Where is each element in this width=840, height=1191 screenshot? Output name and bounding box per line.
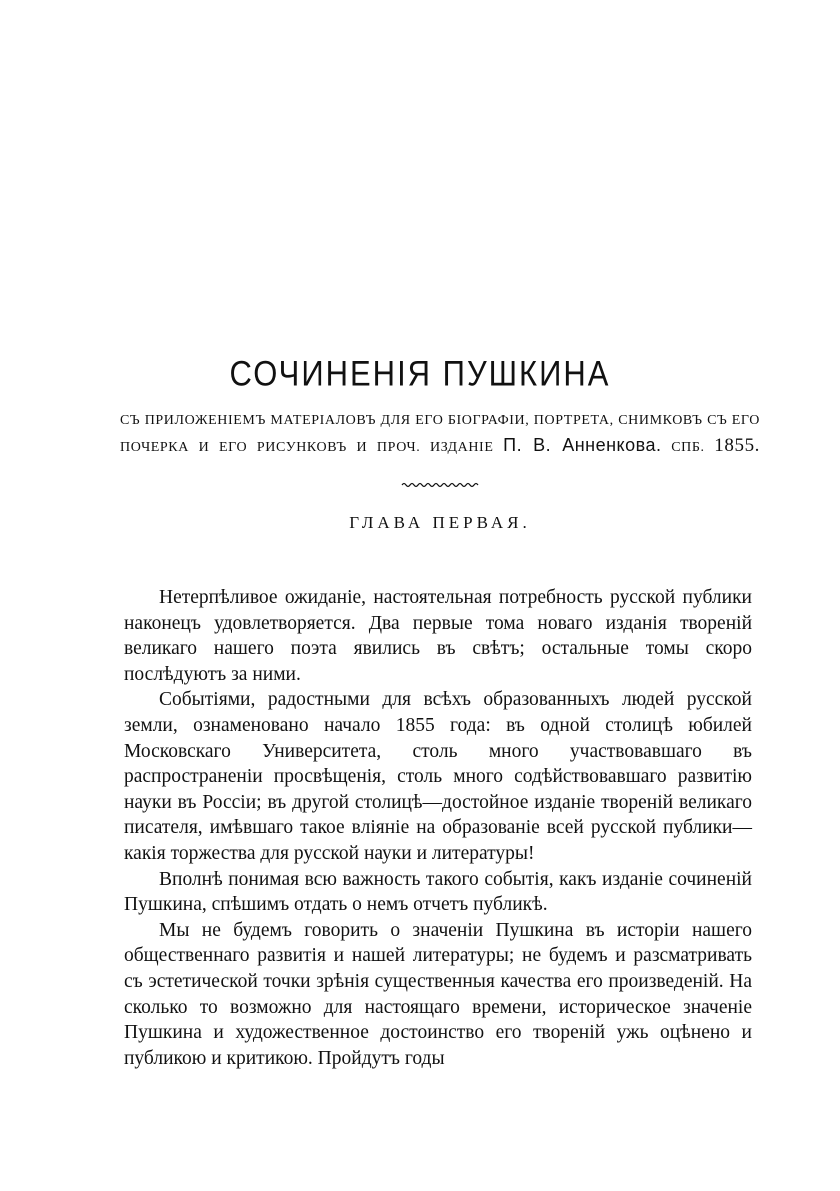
book-subtitle [120,414,760,455]
wavy-rule-ornament-icon [400,480,480,490]
subtitle-line-2 [120,436,760,455]
paragraph: Мы не будемъ говорить о значеніи Пушкина въ исторіи нашего общественнаго развитія и нашей литературы; не будемъ и разсматривать съ эстетической точки зрѣнія существенныя качества его произведеній. На сколько то возможно для настоящаго времени, историческое значеніе Пушкина и художественное достоинство его твореній ужь оцѣнено и публикою и критикою. Пройдутъ годы [124,919,752,1069]
subtitle-line-1: СЪ ПРИЛОЖЕНІЕМЪ МАТЕРІАЛОВЪ ДЛЯ ЕГО БІОГРАФІИ, ПОРТРЕТА, СНИМКОВЪ СЪ ЕГО [120,413,760,428]
editor-name: П. В. Анненкова. [503,435,662,455]
subtitle-line-2-start: ПОЧЕРКА И ЕГО РИСУНКОВЪ И ПРОЧ. ИЗДАНІЕ [120,440,494,455]
body-text [124,585,752,1071]
paragraph: Нетерпѣливое ожиданіе, настоятельная потребность русской публики наконецъ удовлетворяется. Два первые тома новаго изданія твореній великаго нашего поэта явились въ свѣтъ; остальные томы скоро послѣдуютъ за ними. [124,587,752,685]
publication-place: СПБ. [671,440,705,455]
paragraph: Событіями, радостными для всѣхъ образованныхъ людей русской земли, ознаменовано начало 1855 года: въ одной столицѣ юбилей Московскаго Университета, столь много участвовавшаго въ распространеніи просвѣщенія, столь много содѣйствовавшаго развитію науки въ Россіи; въ другой столицѣ—достойное изданіе твореній великаго писателя, имѣвшаго такое вліяніе на образованіе всей русской публики—какія торжества для русской науки и литературы! [124,689,752,864]
publication-year: 1855. [714,435,761,456]
chapter-heading: ГЛАВА ПЕРВАЯ. [349,513,531,532]
paragraph: Вполнѣ понимая всю важность такого событія, какъ изданіе сочиненій Пушкина, спѣшимъ отдать о немъ отчетъ публикѣ. [124,868,752,916]
book-title: СОЧИНЕНІЯ ПУШКИНА [229,353,611,394]
